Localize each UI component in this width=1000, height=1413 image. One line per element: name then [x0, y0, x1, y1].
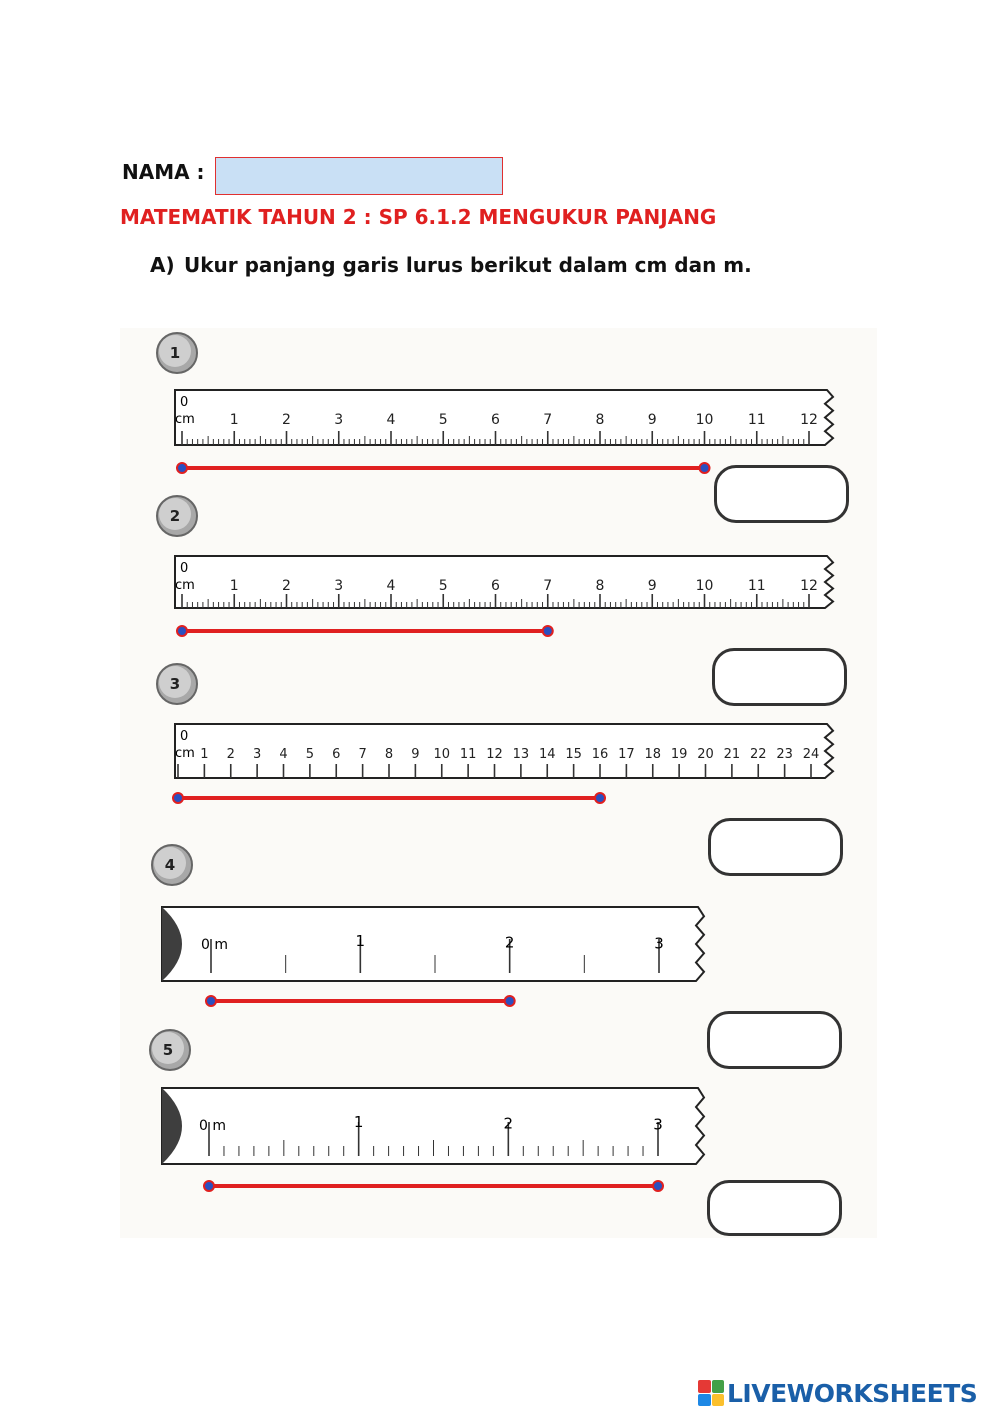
ruler-3-unit: cm [175, 746, 195, 761]
ruler-3-label-12: 12 [486, 747, 503, 762]
ruler-3-label-14: 14 [538, 747, 556, 762]
ruler-3-label-2: 2 [226, 747, 235, 762]
ruler-3-label-24: 24 [802, 747, 820, 762]
ruler-2 [175, 556, 833, 608]
brand-text: LIVEWORKSHEETS [727, 1378, 978, 1408]
ruler-2-label-12: 12 [800, 578, 818, 594]
instruction [150, 253, 752, 277]
tape-5-label-3: 3 [653, 1115, 663, 1134]
ruler-3-zero: 0 [180, 729, 189, 744]
ruler-3-label-23: 23 [776, 747, 793, 762]
measure-line-5-end [653, 1181, 663, 1191]
ruler-3-label-1: 1 [200, 747, 209, 762]
ruler-3-label-6: 6 [332, 747, 341, 762]
answer-box-2[interactable] [712, 648, 847, 706]
tape-5-zero: 0 m [199, 1118, 226, 1134]
ruler-1-label-5: 5 [438, 412, 448, 428]
measure-line-2-end [543, 626, 553, 636]
ruler-3-label-13: 13 [512, 747, 530, 762]
ruler-2-label-1: 1 [229, 578, 239, 594]
ruler-1-label-7: 7 [543, 412, 553, 428]
ruler-3-label-17: 17 [618, 747, 635, 762]
measure-line-5-start [204, 1181, 214, 1191]
tape-4-label-2: 2 [504, 933, 515, 952]
exercise-area [120, 328, 877, 1238]
question-badge-1-number: 1 [169, 344, 181, 362]
ruler-3-label-5: 5 [305, 747, 315, 762]
ruler-3-label-19: 19 [670, 747, 688, 762]
instruction-label: A) [150, 253, 175, 277]
ruler-1-label-8: 8 [595, 412, 605, 428]
ruler-2-label-2: 2 [282, 578, 291, 594]
ruler-1-label-6: 6 [491, 412, 500, 428]
tape-4-label-3: 3 [654, 934, 664, 953]
ruler-2-label-9: 9 [647, 578, 657, 594]
question-badge-3-number: 3 [169, 675, 181, 693]
ruler-3-label-9: 9 [411, 747, 420, 762]
ruler-3-label-4: 4 [279, 747, 288, 762]
ruler-3-label-20: 20 [697, 747, 714, 762]
ruler-1-label-3: 3 [334, 412, 344, 428]
tape-5-label-1: 1 [353, 1113, 364, 1132]
measure-line-4-end [505, 996, 515, 1006]
ruler-1-unit: cm [175, 412, 195, 427]
tape-4 [162, 907, 704, 981]
measure-line-1-start [177, 463, 187, 473]
ruler-3-label-3: 3 [252, 747, 262, 762]
instruction-text: Ukur panjang garis lurus berikut dalam cm dan m. [184, 253, 752, 277]
ruler-2-label-4: 4 [386, 578, 396, 594]
measure-line-1-end [700, 463, 710, 473]
ruler-1-label-4: 4 [386, 412, 396, 428]
ruler-3-label-8: 8 [384, 747, 394, 762]
measure-line-4-start [206, 996, 216, 1006]
ruler-3-label-7: 7 [358, 747, 367, 762]
ruler-1 [175, 390, 833, 445]
ruler-1-label-2: 2 [282, 412, 291, 428]
ruler-3-label-18: 18 [644, 747, 662, 762]
measure-line-2-start [177, 626, 187, 636]
ruler-3-label-10: 10 [433, 747, 451, 762]
answer-box-4[interactable] [707, 1011, 842, 1069]
ruler-2-label-10: 10 [695, 578, 714, 594]
ruler-2-label-3: 3 [334, 578, 344, 594]
answer-box-1[interactable] [714, 465, 849, 523]
tape-4-label-1: 1 [355, 932, 366, 951]
ruler-1-zero: 0 [180, 395, 189, 410]
ruler-1-label-10: 10 [695, 412, 714, 428]
ruler-3-label-16: 16 [591, 747, 609, 762]
tape-5-label-2: 2 [503, 1114, 514, 1133]
ruler-2-label-7: 7 [543, 578, 553, 594]
ruler-3-label-21: 21 [723, 747, 741, 762]
answer-box-3[interactable] [708, 818, 843, 876]
question-badge-2-number: 2 [169, 507, 181, 525]
measure-line-3-end [595, 793, 605, 803]
liveworksheets-brand [698, 1375, 977, 1411]
measure-line-3-start [173, 793, 183, 803]
ruler-1-label-1: 1 [229, 412, 239, 428]
ruler-2-label-11: 11 [747, 578, 766, 594]
ruler-1-label-11: 11 [747, 412, 766, 428]
ruler-2-unit: cm [175, 578, 195, 593]
ruler-3-label-22: 22 [749, 747, 767, 762]
question-badge-5-number: 5 [162, 1041, 174, 1059]
ruler-1-label-12: 12 [800, 412, 818, 428]
ruler-1-label-9: 9 [647, 412, 657, 428]
answer-box-5[interactable] [707, 1180, 842, 1236]
name-label: NAMA : [122, 160, 205, 184]
name-input[interactable] [215, 157, 503, 195]
liveworksheets-logo-icon [698, 1380, 724, 1406]
ruler-2-label-8: 8 [595, 578, 605, 594]
tape-4-zero: 0 m [201, 937, 228, 953]
ruler-2-label-6: 6 [491, 578, 500, 594]
question-badge-4-number: 4 [164, 856, 176, 874]
worksheet-subtitle: MATEMATIK TAHUN 2 : SP 6.1.2 MENGUKUR PANJANG [120, 205, 717, 229]
ruler-3-label-15: 15 [565, 747, 582, 762]
ruler-2-label-5: 5 [438, 578, 448, 594]
ruler-2-zero: 0 [180, 561, 189, 576]
ruler-3-label-11: 11 [459, 747, 477, 762]
